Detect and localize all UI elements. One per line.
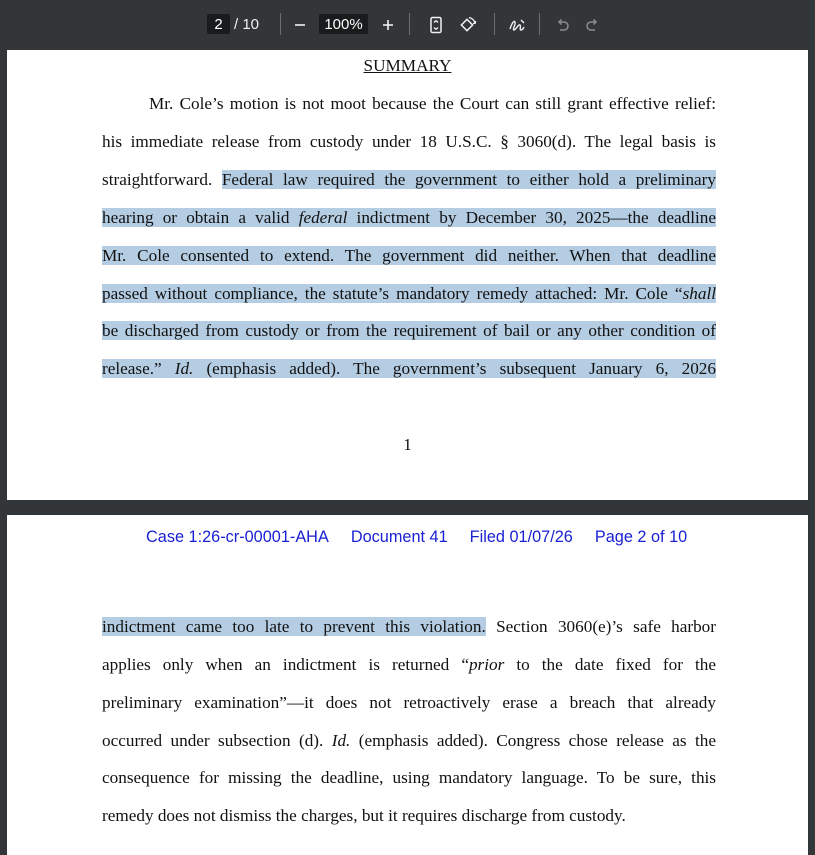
section-heading: SUMMARY (363, 56, 452, 75)
text-line (102, 204, 716, 232)
highlighted-text: shall (682, 284, 716, 303)
text-segment: preliminary examination”—it does not retroactively erase a breach that already (102, 693, 716, 712)
text-segment: consequence for missing the deadline, using mandatory language. To be sure, this (102, 768, 716, 787)
text-line (102, 689, 716, 717)
zoom-level-input[interactable]: 100% (319, 14, 368, 34)
highlighted-text: passed without compliance, the statute’s mandatory remedy attached: Mr. Cole “ (102, 284, 683, 303)
rotate-icon (456, 14, 478, 36)
highlighted-text: indictment came too late to prevent this violation. (102, 617, 486, 636)
toolbar-divider (539, 13, 540, 35)
highlighted-text: Id. (174, 359, 194, 378)
text-segment: prior (468, 655, 505, 674)
text-line (102, 166, 716, 194)
page-of: Page 2 of 10 (594, 528, 688, 546)
highlighted-text: release.” (102, 359, 175, 378)
redo-button[interactable] (582, 14, 604, 36)
toolbar-divider (409, 13, 410, 35)
zoom-out-button[interactable] (289, 14, 311, 36)
text-segment: (emphasis added). Congress chose release as the (350, 731, 716, 750)
annotate-pen-icon (506, 14, 528, 36)
undo-icon (551, 14, 573, 36)
text-segment: his immediate release from custody under 18 U.S.C. § 3060(d). The legal basis is (102, 132, 716, 151)
document-page-2 (7, 515, 808, 855)
text-line (102, 727, 716, 755)
text-segment: occurred under subsection (d). (102, 731, 332, 750)
text-segment: to the date fixed for the (504, 655, 716, 674)
toolbar-divider (494, 13, 495, 35)
redo-icon (582, 14, 604, 36)
text-segment: straightforward. (102, 170, 222, 189)
annotate-button[interactable] (506, 14, 528, 36)
text-line (102, 317, 716, 345)
fit-page-icon (425, 14, 447, 36)
highlighted-text: Mr. Cole consented to extend. The government did neither. When that deadline (102, 246, 716, 265)
page-number-footer: 1 (403, 435, 412, 454)
document-page-1 (7, 50, 808, 500)
filed-date: Filed 01/07/26 (469, 528, 573, 546)
highlighted-text: (emphasis added). The government’s subsequent January 6, 2026 (193, 359, 716, 378)
zoom-in-button[interactable] (377, 14, 399, 36)
text-line (102, 651, 716, 679)
text-line (149, 90, 716, 118)
page-total: / 10 (234, 15, 260, 33)
highlighted-text: indictment by December 30, 2025—the deadline (347, 208, 716, 227)
text-segment: remedy does not dismiss the charges, but it requires discharge from custody. (102, 806, 626, 825)
highlighted-text: Federal law required the government to either hold a preliminary (221, 170, 716, 189)
text-line (102, 802, 716, 830)
document-number: Document 41 (350, 528, 448, 546)
text-line (102, 128, 716, 156)
toolbar-divider (280, 13, 281, 35)
text-segment: Section 3060(e)’s safe harbor (485, 617, 716, 636)
case-number: Case 1:26-cr-00001-AHA (146, 528, 329, 546)
zoom-out-icon (289, 14, 311, 36)
pdf-toolbar (0, 0, 815, 50)
undo-button[interactable] (551, 14, 573, 36)
text-line (102, 764, 716, 792)
text-segment: applies only when an indictment is returned “ (102, 655, 469, 674)
text-line (102, 613, 716, 641)
fit-page-button[interactable] (425, 14, 447, 36)
page-number-input[interactable]: 2 (207, 14, 230, 34)
text-segment: Mr. Cole’s motion is not moot because the Court can still grant effective relief: (149, 94, 716, 113)
case-header (146, 528, 709, 550)
zoom-in-icon (377, 14, 399, 36)
text-line (102, 355, 716, 383)
highlighted-text: hearing or obtain a valid (102, 208, 299, 227)
rotate-button[interactable] (456, 14, 478, 36)
text-segment: Id. (331, 731, 351, 750)
highlighted-text: be discharged from custody or from the requirement of bail or any other condition of (102, 321, 716, 340)
highlighted-text: federal (298, 208, 348, 227)
text-line (102, 280, 716, 308)
text-line (102, 242, 716, 270)
